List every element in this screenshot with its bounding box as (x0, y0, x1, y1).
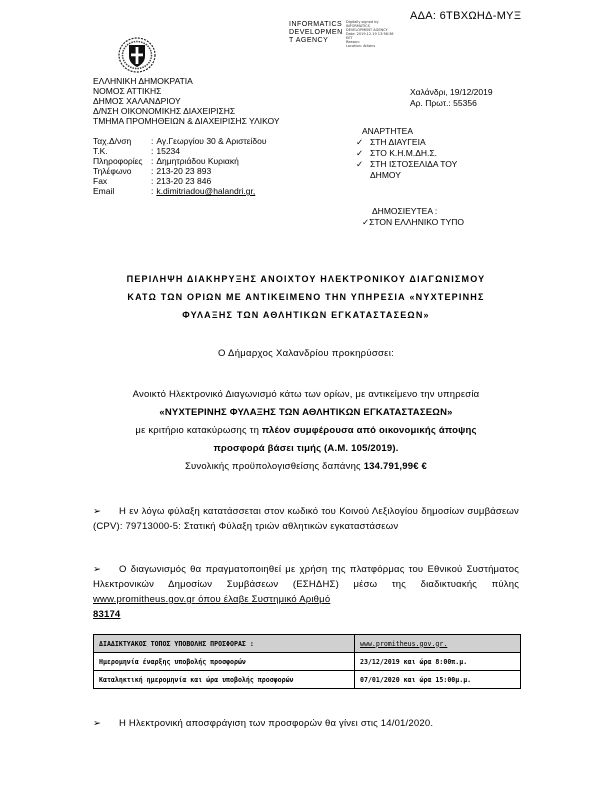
table-cell: Ημερομηνία έναρξης υποβολής προσφορών (94, 653, 355, 671)
publication-list (362, 206, 464, 228)
document-title (0, 270, 612, 324)
intro-line: με κριτήριο κατακύρωσης τη πλέον συμφέρουσα από οικονομικής άποψης (135, 425, 477, 436)
digital-signature-text (346, 20, 394, 48)
tender-intro (0, 386, 612, 476)
table-cell: Καταληκτική ημερομηνία και ώρα υποβολής προσφορών (94, 671, 355, 689)
budget-line: Συνολικής προϋπολογισθείσης δαπάνης 134.791,99€ € (184, 461, 428, 472)
protocol-number: Αρ. Πρωτ.: 55356 (410, 98, 477, 108)
contact-label: Fax (93, 176, 108, 186)
contact-value: Αγ.Γεωργίου 30 & Αριστείδου (156, 136, 267, 146)
table-row (94, 635, 521, 653)
contact-label: Τηλέφωνο (93, 166, 132, 176)
contact-label: Ταχ.Δ/νση (93, 136, 132, 146)
cpv-paragraph: ➢ Η εν λόγω φύλαξη κατατάσσεται στον κωδικό του Κοινού Λεξιλογίου δημοσίων συμβάσεων (CPV): 79713000-5: Στατική Φύλαξη τριών αθλητικών εγκαταστάσεων (93, 506, 519, 532)
contact-row: Τ.Κ. : 15234 (93, 146, 181, 156)
signature-line: EET (346, 36, 353, 40)
contact-label: Πληροφορίες (93, 156, 143, 166)
check-icon: ✓ (356, 148, 364, 158)
promitheus-link[interactable]: www.promitheus.gov.gr (93, 594, 196, 605)
signature-line: Digitally signed by (346, 20, 379, 24)
posting-list (356, 126, 457, 181)
posting-item: ✓ ΣΤΟ Κ.Η.Μ.ΔΗ.Σ. (356, 148, 438, 158)
arrow-bullet-icon: ➢ (93, 564, 102, 575)
contact-value: 213-20 23 893 (156, 166, 212, 176)
ida-logo-line: INFORMATICS (289, 21, 343, 28)
publication-title: ΔΗΜΟΣΙΕΥΤΕΑ : (372, 206, 438, 216)
contact-row: Τηλέφωνο : 213-20 23 893 (93, 166, 212, 176)
issuer-header (93, 76, 280, 126)
contact-value: 15234 (156, 146, 181, 156)
ida-logo (289, 21, 343, 45)
contact-row: Fax : 213-20 23 846 (93, 176, 212, 186)
header-line: Δ/ΝΣΗ ΟΙΚΟΝΟΜΙΚΗΣ ΔΙΑΧΕΙΡΙΣΗΣ (93, 106, 236, 116)
check-icon: ✓ (362, 217, 370, 227)
signature-line: Date: 2019.12.19 13:58:36 (346, 32, 394, 36)
header-line: ΤΜΗΜΑ ΠΡΟΜΗΘΕΙΩΝ & ΔΙΑΧΕΙΡΙΣΗΣ ΥΛΙΚΟΥ (93, 116, 280, 126)
signature-line: Reason: (346, 40, 360, 44)
ada-code: ΑΔΑ: 6ΤΒΧΩΗΔ-ΜΥΞ (410, 10, 522, 22)
title-line: ΚΑΤΩ ΤΩΝ ΟΡΙΩΝ ΜΕ ΑΝΤΙΚΕΙΜΕΝΟ ΤΗΝ ΥΠΗΡΕΣΙΑ «ΝΥΧΤΕΡΙΝΗΣ (127, 292, 485, 302)
submission-table (93, 634, 521, 689)
posting-item: ✓ ΣΤΗ ΙΣΤΟΣΕΛΙΔΑ ΤΟΥ (356, 159, 458, 169)
table-cell: 23/12/2019 και ώρα 8:00π.μ. (355, 653, 521, 671)
platform-paragraph: ➢ Ο διαγωνισμός θα πραγματοποιηθεί με χρήση της πλατφόρμας του Εθνικού Συστήματος Ηλεκτρονικών Δημοσίων Συμβάσεων (ΕΣΗΔΗΣ) μέσω της διαδικτυακής πύλης www.promitheus.gov.gr όπου έλαβε Συστημικό Αριθμό 83174 (93, 564, 519, 620)
email-link[interactable]: k.dimitriadou@halandri.gr, (156, 186, 256, 196)
ida-logo-line: T AGENCY (289, 37, 329, 44)
posting-item-cont: ΔΗΜΟΥ (370, 170, 401, 180)
header-line: ΕΛΛΗΝΙΚΗ ΔΗΜΟΚΡΑΤΙΑ (93, 76, 193, 86)
check-icon: ✓ (356, 159, 364, 169)
contact-value: Δημητριάδου Κυριακή (156, 156, 239, 166)
check-icon: ✓ (356, 137, 364, 147)
budget-amount: 134.791,99€ € (363, 461, 428, 472)
table-cell: ΔΙΑΔΙΚΤΥΑΚΟΣ ΤΟΠΟΣ ΥΠΟΒΟΛΗΣ ΠΡΟΣΦΟΡΑΣ : (94, 635, 355, 653)
contact-row: Email : k.dimitriadou@halandri.gr, (93, 186, 256, 196)
posting-item: ✓ ΣΤΗ ΔΙΑΥΓΕΙΑ (356, 137, 426, 147)
contact-block (93, 136, 266, 196)
title-line: ΠΕΡΙΛΗΨΗ ΔΙΑΚΗΡΥΞΗΣ ΑΝΟΙΧΤΟΥ ΗΛΕΚΤΡΟΝΙΚΟΥ ΔΙΑΓΩΝΙΣΜΟΥ (126, 274, 486, 284)
greek-emblem-icon (117, 34, 157, 74)
contact-value: 213-20 23 846 (156, 176, 212, 186)
date-protocol (410, 87, 493, 109)
header-line: ΝΟΜΟΣ ΑΤΤΙΚΗΣ (93, 86, 162, 96)
table-row (94, 671, 521, 689)
contact-row: Πληροφορίες : Δημητριάδου Κυριακή (93, 156, 239, 166)
contact-row: Ταχ.Δ/νση : Αγ.Γεωργίου 30 & Αριστείδου (93, 136, 267, 146)
intro-line: Ανοικτό Ηλεκτρονικό Διαγωνισμό κάτω των ορίων, με αντικείμενο την υπηρεσία (132, 389, 480, 400)
document-date: Χαλάνδρι, 19/12/2019 (410, 87, 493, 97)
submission-site-link[interactable]: www.promitheus.gov.gr. (360, 639, 448, 648)
intro-line: προσφορά βάσει τιμής (Α.Μ. 105/2019). (213, 443, 399, 454)
header-line: ΔΗΜΟΣ ΧΑΛΑΝΔΡΙΟΥ (93, 96, 181, 106)
posting-title: ΑΝΑΡΤΗΤΕΑ (362, 126, 414, 136)
publication-item: ✓ΣΤΟΝ ΕΛΛΗΝΙΚΟ ΤΥΠΟ (362, 217, 465, 227)
mayor-announcement: Ο Δήμαρχος Χαλανδρίου προκηρύσσει: (217, 348, 395, 359)
table-link-cell (355, 635, 521, 653)
ida-logo-line: DEVELOPMEN (289, 29, 343, 36)
opening-paragraph: ➢ Η Ηλεκτρονική αποσφράγιση των προσφορών θα γίνει στις 14/01/2020. (93, 718, 434, 729)
table-cell: 07/01/2020 και ώρα 15:00μ.μ. (355, 671, 521, 689)
arrow-bullet-icon: ➢ (93, 718, 102, 729)
system-number: 83174 (93, 609, 121, 620)
table-row (94, 653, 521, 671)
contact-label: Τ.Κ. (93, 146, 108, 156)
signature-line: DEVELOPMENT AGENCY (346, 28, 388, 32)
service-name: «ΝΥΧΤΕΡΙΝΗΣ ΦΥΛΑΞΗΣ ΤΩΝ ΑΘΛΗΤΙΚΩΝ ΕΓΚΑΤΑΣΤΑΣΕΩΝ» (159, 407, 453, 418)
arrow-bullet-icon: ➢ (93, 506, 102, 517)
contact-label: Email (93, 186, 115, 196)
signature-line: Location: Athens (346, 44, 376, 48)
title-line: ΦΥΛΑΞΗΣ ΤΩΝ ΑΘΛΗΤΙΚΩΝ ΕΓΚΑΤΑΣΤΑΣΕΩΝ» (182, 310, 430, 320)
signature-line: INFORMATICS (346, 24, 370, 28)
